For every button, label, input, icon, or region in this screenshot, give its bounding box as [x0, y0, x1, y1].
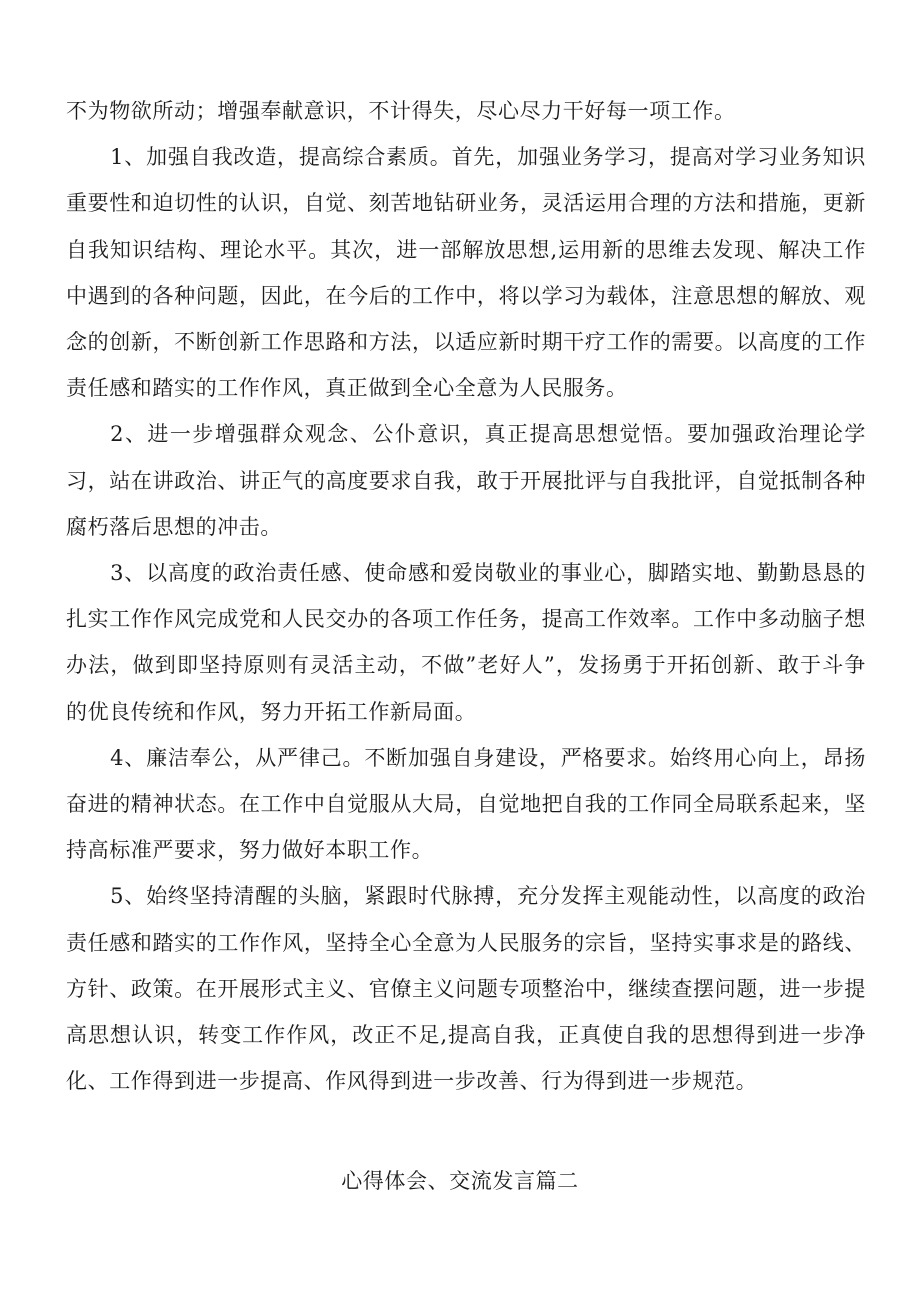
document-body [66, 88, 866, 1104]
paragraph-item-1: 1、加强自我改造，提高综合素质。首先，加强业务学习，提高对学习业务知识重要性和迫切性的认识，自觉、刻苦地钻研业务，灵活运用合理的方法和措施，更新自我知识结构、理论水平。其次，进一部解放思想,运用新的思维去发现、解决工作中遇到的各种问题，因此，在今后的工作中，将以学习为载体，注意思想的解放、观念的创新，不断创新工作思路和方法，以适应新时期干疗工作的需要。以高度的工作责任感和踏实的工作作风，真正做到全心全意为人民服务。 [66, 145, 866, 401]
paragraph-item-3: 3、以高度的政治责任感、使命感和爱岗敬业的事业心，脚踏实地、勤勤恳恳的扎实工作作风完成党和人民交办的各项工作任务，提高工作效率。工作中多动脑子想办法，做到即坚持原则有灵活主动，不做”老好人”，发扬勇于开拓创新、敢于斗争的优良传统和作风，努力开拓工作新局面。 [66, 561, 866, 724]
paragraph-item-4: 4、廉洁奉公，从严律己。不断加强自身建设，严格要求。始终用心向上，昂扬奋进的精神状态。在工作中自觉服从大局，自觉地把自我的工作同全局联系起来，坚持高标准严要求，努力做好本职工作。 [66, 745, 866, 863]
paragraph-item-5: 5、始终坚持清醒的头脑，紧跟时代脉搏，充分发挥主观能动性，以高度的政治责任感和踏实的工作作风，坚持全心全意为人民服务的宗旨，坚持实事求是的路线、方针、政策。在开展形式主义、官僚主义问题专项整治中，继续查摆问题，进一步提高思想认识，转变工作作风，改正不足,提高自我，正真使自我的思想得到进一步净化、工作得到进一步提高、作风得到进一步改善、行为得到进一步规范。 [66, 884, 866, 1094]
paragraph-item-2: 2、进一步增强群众观念、公仆意识，真正提高思想觉悟。要加强政治理论学习，站在讲政治、讲正气的高度要求自我，敢于开展批评与自我批评，自觉抵制各种腐朽落后思想的冲击。 [66, 422, 866, 539]
section-heading: 心得体会、交流发言篇二 [341, 1169, 579, 1193]
paragraph-continuation: 不为物欲所动；增强奉献意识，不计得失，尽心尽力干好每一项工作。 [66, 99, 736, 123]
